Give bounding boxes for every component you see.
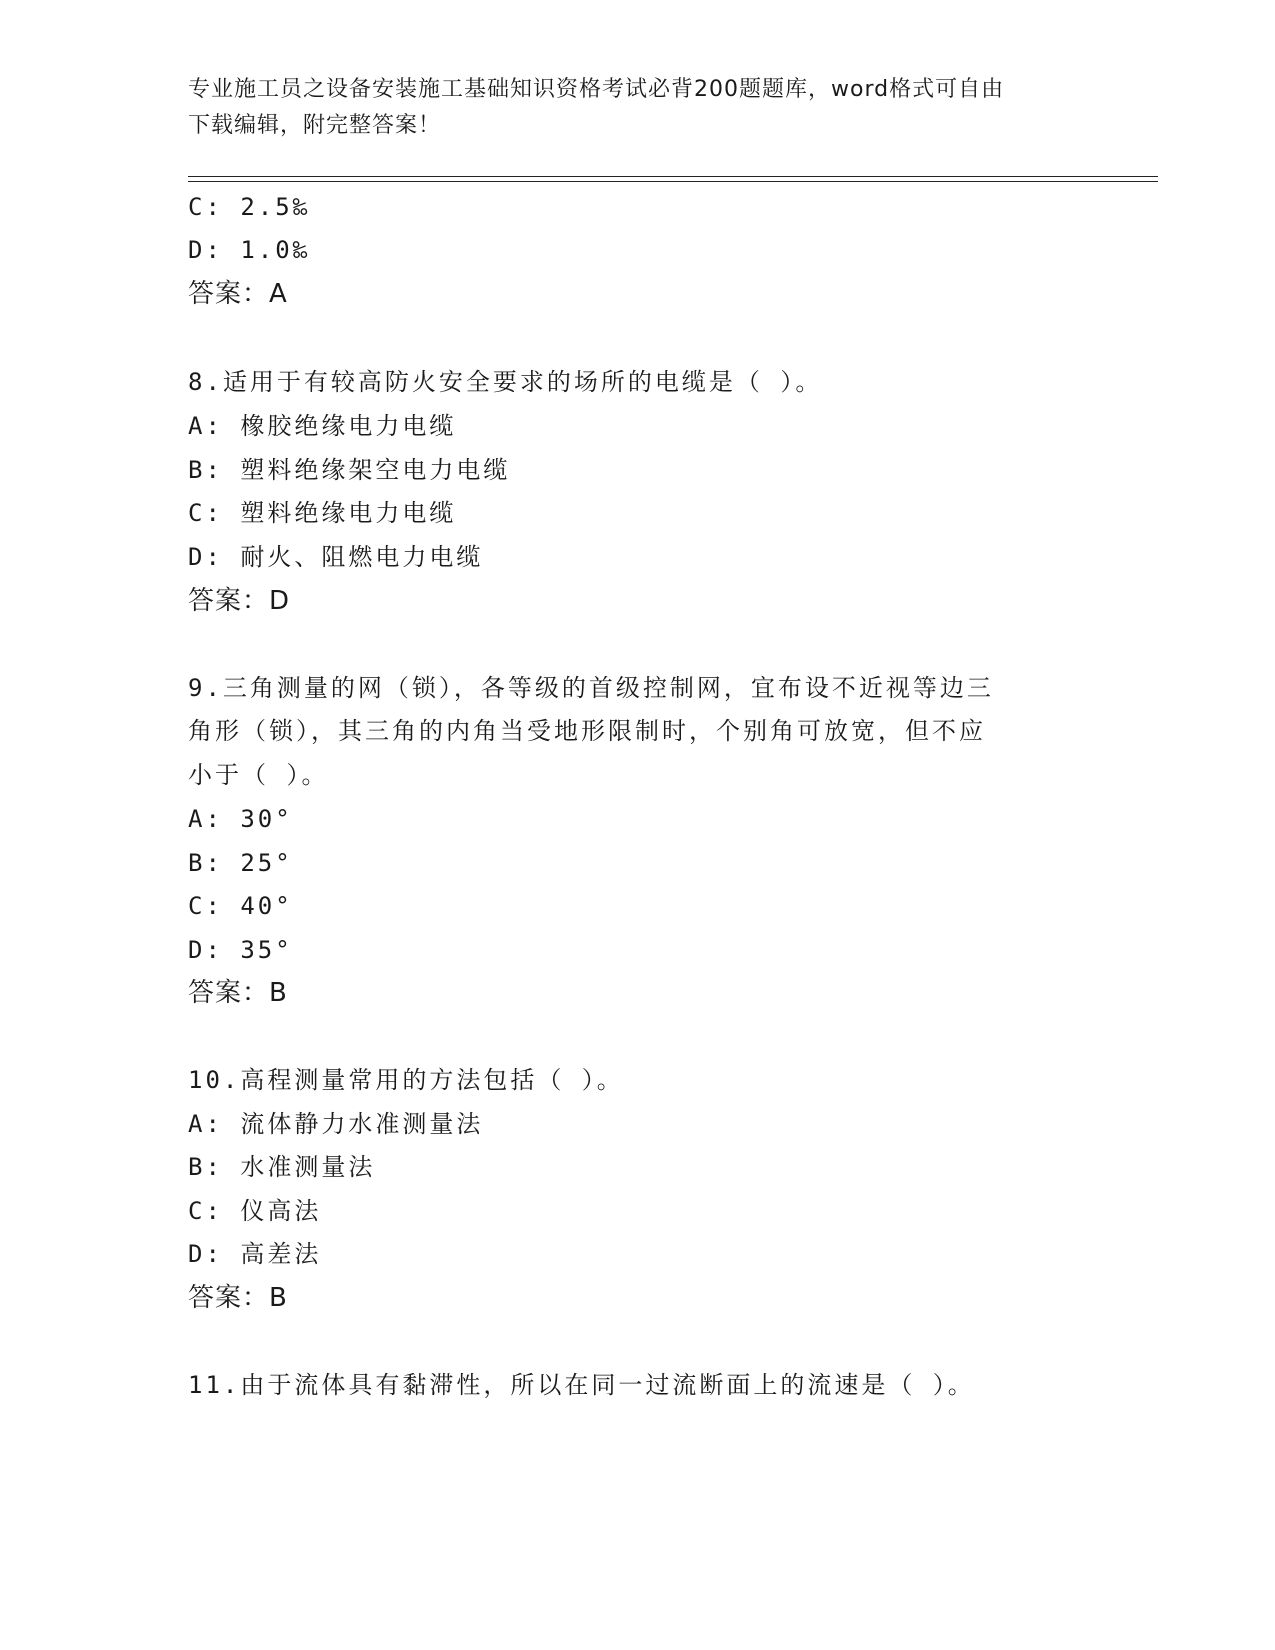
- q8-answer: 答案：D: [188, 586, 291, 616]
- q8-option-b: B: 塑料绝缘架空电力电缆: [188, 456, 511, 484]
- header-line-2: 下载编辑，附完整答案！: [188, 113, 442, 138]
- question-9-line-1: 9.三角测量的网（锁），各等级的首级控制网，宜布设不近视等边三: [188, 674, 994, 702]
- q10-option-a: A: 流体静力水准测量法: [188, 1110, 484, 1138]
- q9-option-c: C: 40°: [188, 892, 293, 920]
- header-rule-top: [188, 176, 1158, 177]
- q10-answer: 答案：B: [188, 1283, 288, 1313]
- prev-option-c: C: 2.5‰: [188, 193, 311, 221]
- q10-option-c: C: 仪高法: [188, 1197, 322, 1225]
- q8-option-c: C: 塑料绝缘电力电缆: [188, 499, 457, 527]
- header-line-1: 专业施工员之设备安装施工基础知识资格考试必背200题题库，word格式可自由: [188, 77, 1005, 102]
- q9-option-d: D: 35°: [188, 936, 293, 964]
- question-9-line-2: 角形（锁），其三角的内角当受地形限制时，个别角可放宽，但不应: [188, 717, 986, 745]
- question-8: 8.适用于有较高防火安全要求的场所的电缆是（ ）。: [188, 368, 823, 396]
- prev-option-d: D: 1.0‰: [188, 236, 311, 264]
- question-11: 11.由于流体具有黏滞性，所以在同一过流断面上的流速是（ ）。: [188, 1371, 975, 1399]
- q9-answer: 答案：B: [188, 978, 288, 1008]
- question-9-line-3: 小于（ ）。: [188, 761, 329, 789]
- q9-option-b: B: 25°: [188, 849, 293, 877]
- q10-option-d: D: 高差法: [188, 1240, 322, 1268]
- q8-option-d: D: 耐火、阻燃电力电缆: [188, 543, 484, 571]
- header-rule-bottom: [188, 181, 1158, 182]
- prev-answer: 答案：A: [188, 279, 288, 309]
- q10-option-b: B: 水准测量法: [188, 1153, 376, 1181]
- document-header: [188, 72, 1088, 144]
- q9-option-a: A: 30°: [188, 805, 293, 833]
- q8-option-a: A: 橡胶绝缘电力电缆: [188, 412, 457, 440]
- question-10: 10.高程测量常用的方法包括（ ）。: [188, 1066, 624, 1094]
